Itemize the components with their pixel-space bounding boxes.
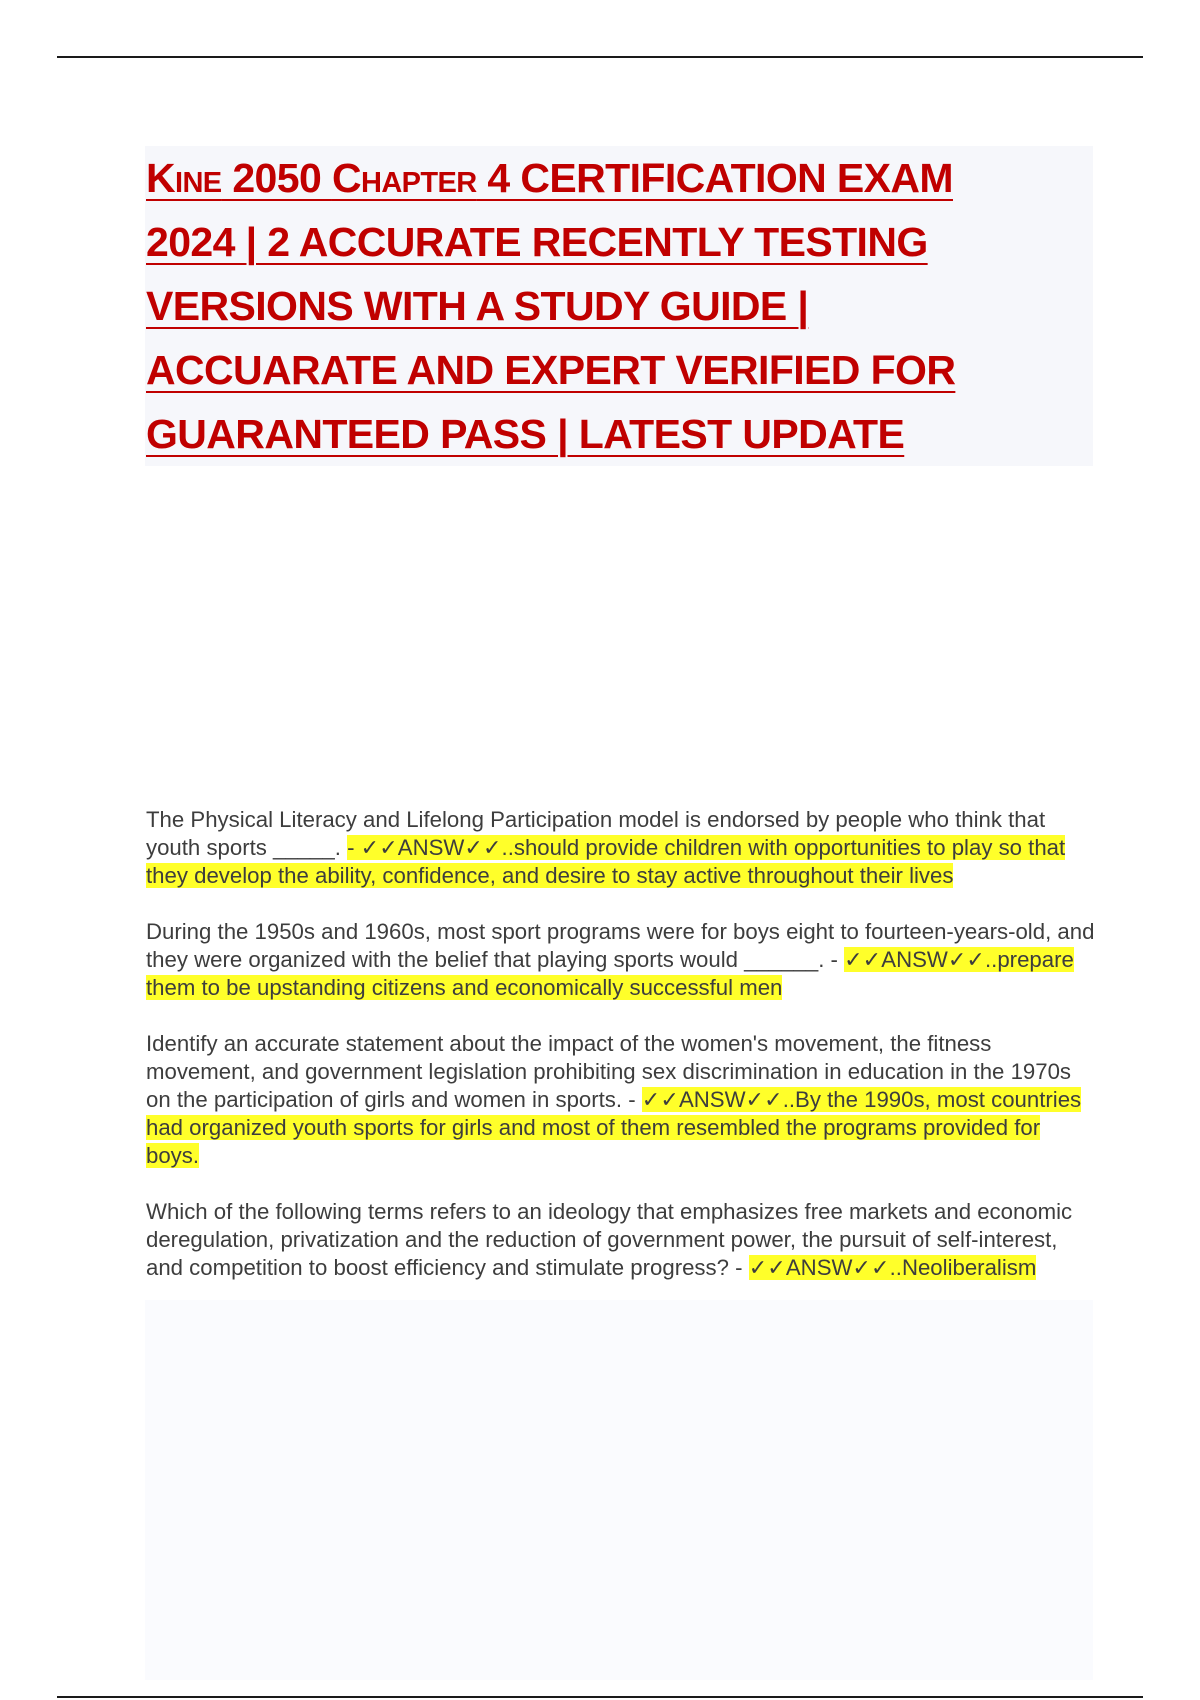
- question-text: The Physical Literacy and Lifelong Participation model is endorsed by people who think that youth sports _____.: [146, 807, 1046, 860]
- page-shade: [145, 1300, 1093, 1680]
- qa-item: [146, 918, 1096, 1002]
- answer-highlight: ✓✓ANSW✓✓..prepare them to be upstanding citizens and economically successful men: [146, 947, 1074, 1000]
- qa-item: [146, 806, 1096, 890]
- header-rule: [57, 56, 1143, 58]
- title-line-3: VERSIONS WITH A STUDY GUIDE |: [146, 283, 809, 329]
- document-title: [145, 146, 1093, 466]
- answer-highlight: ✓✓ANSW✓✓..Neoliberalism: [748, 1255, 1037, 1280]
- question-text: During the 1950s and 1960s, most sport programs were for boys eight to fourteen-years-old, and they were organized with the belief that playing sports would ______. -: [146, 919, 1095, 972]
- question-text: Identify an accurate statement about the impact of the women's movement, the fitness movement, and government legislation prohibiting sex discrimination in education in the 1970s on the participation of girls and women in sports. -: [146, 1031, 1072, 1112]
- footer-rule: [57, 1696, 1143, 1698]
- title-block: [145, 146, 1093, 466]
- title-line-4: ACCUARATE AND EXPERT VERIFIED FOR: [146, 347, 956, 393]
- qa-item: [146, 1030, 1096, 1170]
- answer-highlight: ✓✓ANSW✓✓..By the 1990s, most countries had organized youth sports for girls and most of them resembled the programs provided for boys.: [146, 1087, 1082, 1168]
- title-course-number: 2050: [221, 155, 332, 201]
- title-line-2: 2024 | 2 ACCURATE RECENTLY TESTING: [146, 219, 928, 265]
- title-line-5: GUARANTEED PASS | LATEST UPDATE: [146, 411, 905, 457]
- qa-item: [146, 1198, 1096, 1282]
- title-word-chapter: Chapter: [331, 155, 477, 201]
- title-line-1: [146, 146, 953, 210]
- answer-highlight: - ✓✓ANSW✓✓..should provide children with opportunities to play so that they develop the ability, confidence, and desire to stay active throughout their lives: [146, 835, 1066, 888]
- qa-list: [146, 806, 1096, 1310]
- title-line-1-rest: 4 CERTIFICATION EXAM: [476, 155, 953, 201]
- question-text: Which of the following terms refers to an ideology that emphasizes free markets and economic deregulation, privatization and the reduction of government power, the pursuit of self-interest, and competition to boost efficiency and stimulate progress? -: [146, 1199, 1073, 1280]
- title-word-kine: Kine: [146, 155, 222, 201]
